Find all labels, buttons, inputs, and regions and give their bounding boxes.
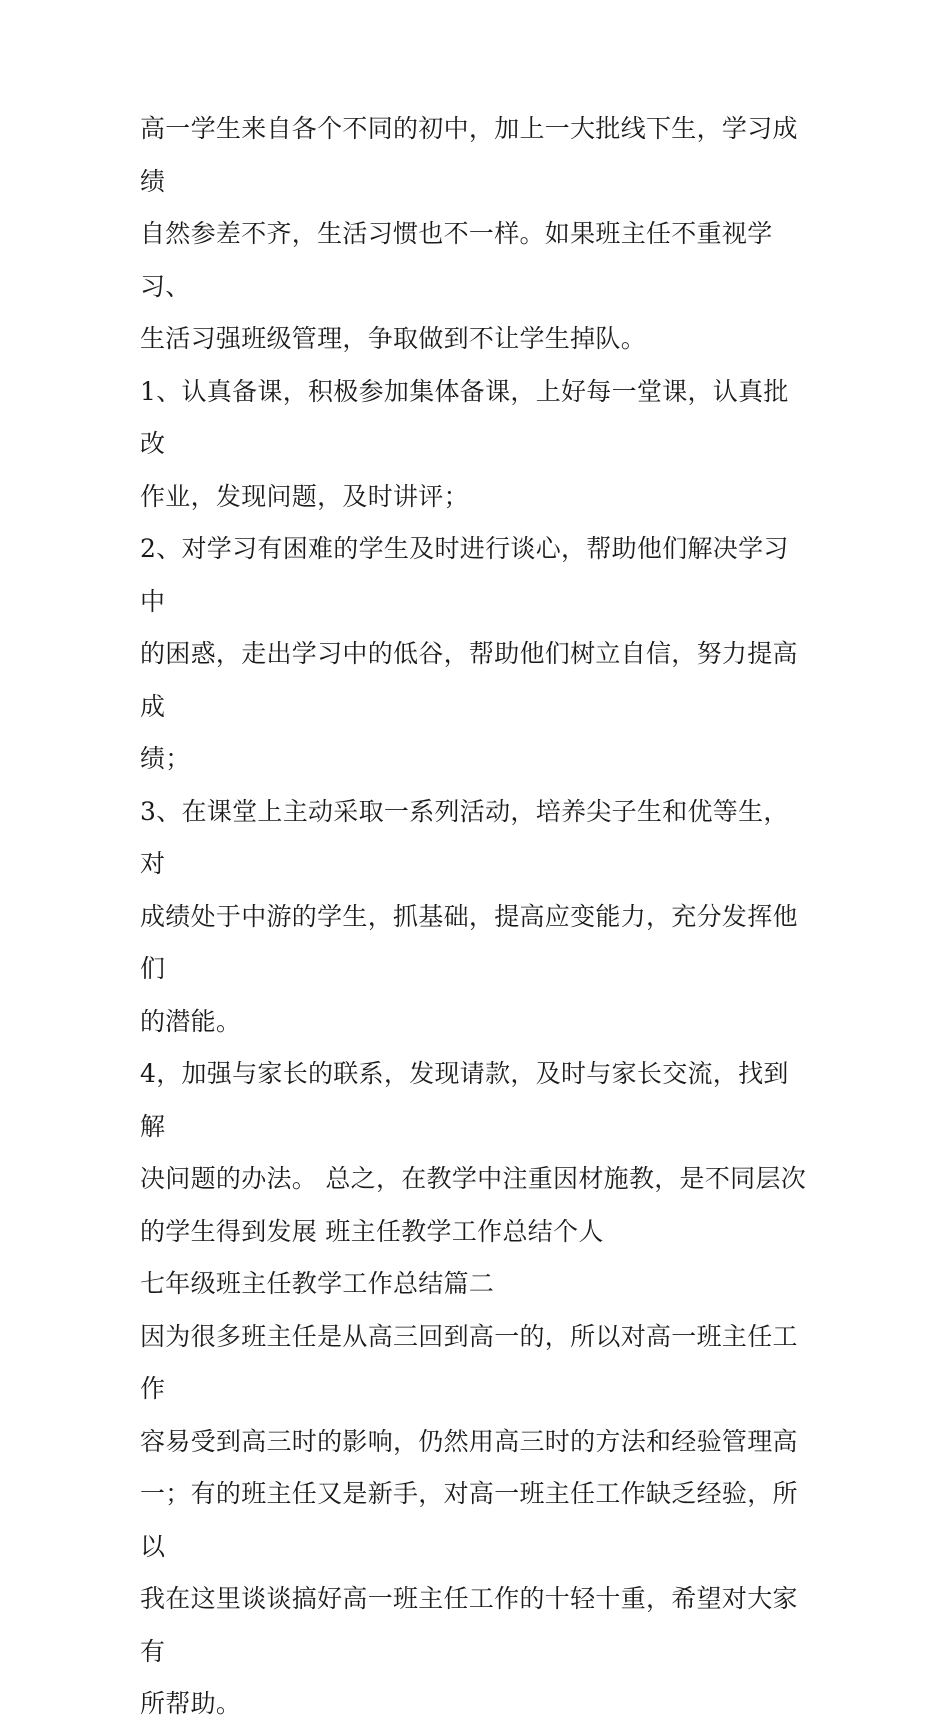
document-body [140,103,812,1731]
text-line: 3、在课堂上主动采取一系列活动，培养尖子生和优等生，对 [140,796,789,878]
text-line: 高一学生来自各个不同的初中，加上一大批线下生，学习成绩 [140,114,798,196]
text-line: 的学生得到发展 班主任教学工作总结个人 [140,1216,604,1246]
text-line: 4，加强与家长的联系，发现请款，及时与家长交流，找到解 [140,1059,789,1141]
text-line: 作业，发现问题，及时讲评； [140,481,469,511]
text-line: 1、认真备课，积极参加集体备课，上好每一堂课，认真批改 [140,376,789,458]
paragraph-section-two [140,1311,812,1731]
paragraph-item-3 [140,786,812,1049]
text-line: 生活习强班级管理，争取做到不让学生掉队。 [140,324,647,353]
text-line: 绩； [140,744,191,773]
text-line: 的困惑，走出学习中的低谷，帮助他们树立自信，努力提高成 [140,639,798,721]
paragraph-item-1 [140,366,812,524]
paragraph-intro [140,103,812,366]
paragraph-item-4 [140,1048,812,1258]
text-line: 自然参差不齐，生活习惯也不一样。如果班主任不重视学习、 [140,219,773,301]
text-line: 我在这里谈谈搞好高一班主任工作的十轻十重，希望对大家有 [140,1584,798,1666]
text-line: 2、对学习有困难的学生及时进行谈心，帮助他们解决学习中 [140,534,789,616]
text-line: 决问题的办法。 总之，在教学中注重因材施教，是不同层次 [140,1164,807,1193]
paragraph-item-2 [140,523,812,786]
text-line: 因为很多班主任是从高三回到高一的，所以对高一班主任工作 [140,1321,798,1403]
heading-text: 七年级班主任教学工作总结篇二 [140,1269,495,1298]
section-heading [140,1258,812,1311]
text-line: 所帮助。 [140,1689,242,1718]
text-line: 成绩处于中游的学生，抓基础，提高应变能力，充分发挥他们 [140,901,798,983]
text-line: 的潜能。 [140,1006,242,1036]
text-line: 容易受到高三时的影响，仍然用高三时的方法和经验管理高 [140,1426,798,1456]
text-line: 一；有的班主任又是新手，对高一班主任工作缺乏经验，所以 [140,1479,798,1561]
